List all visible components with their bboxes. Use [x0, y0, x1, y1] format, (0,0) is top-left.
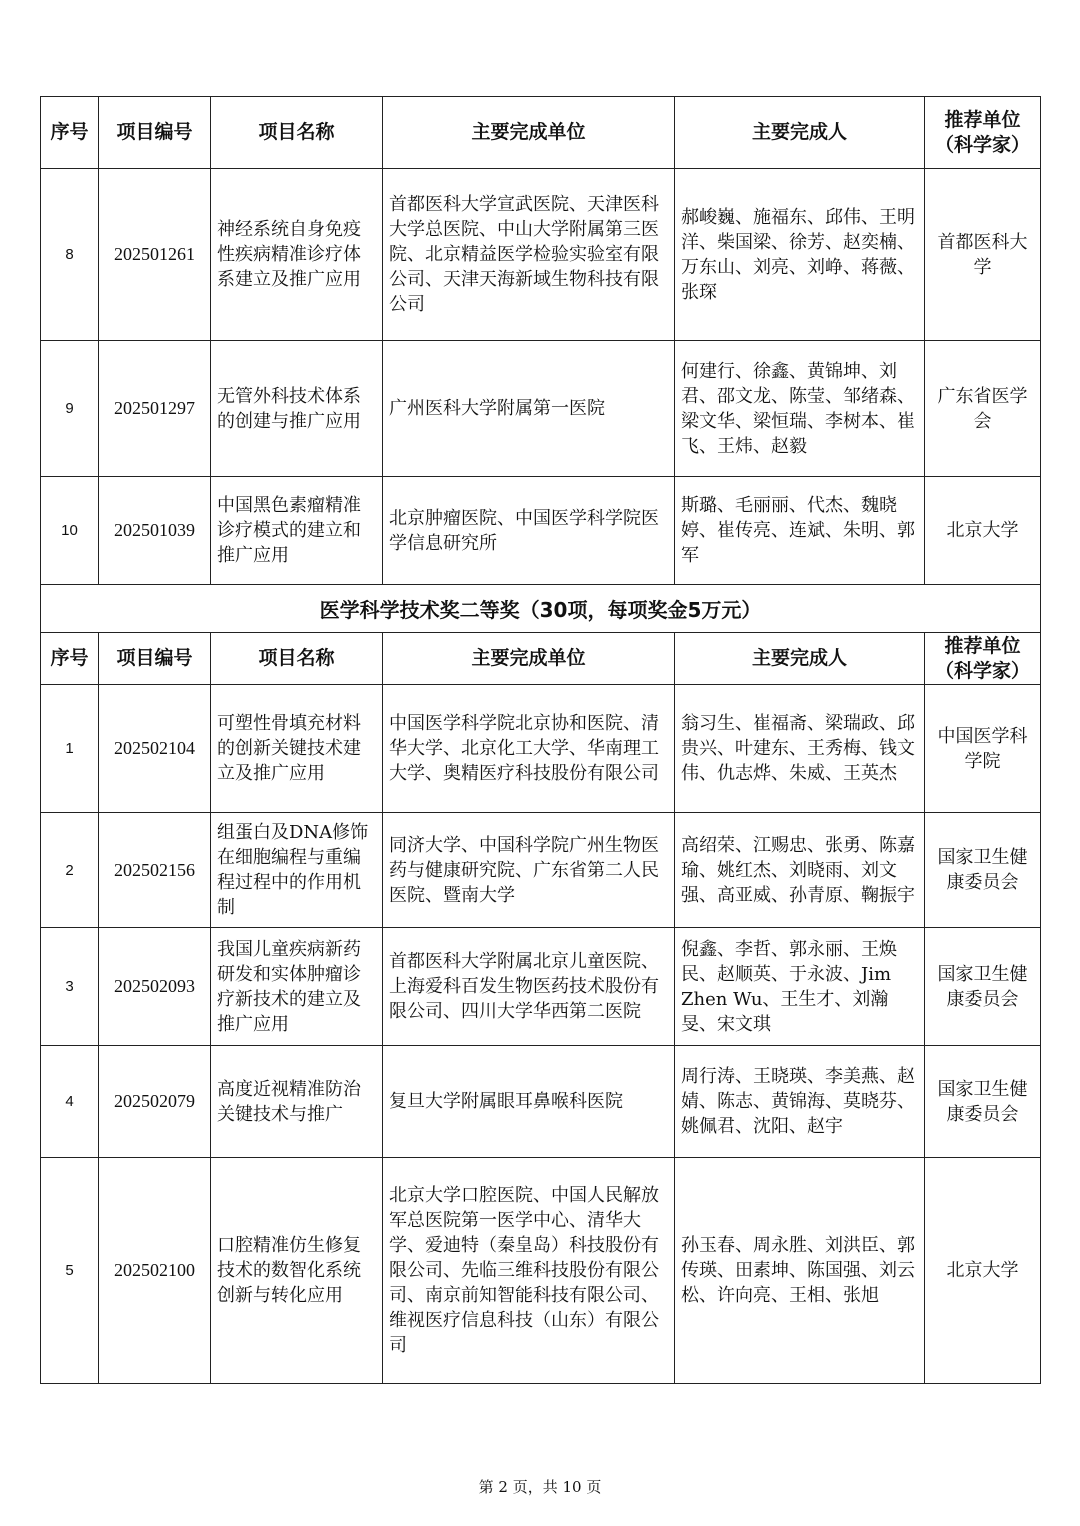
row-units: 首都医科大学附属北京儿童医院、上海爱科百发生物医药技术股份有限公司、四川大学华西第二医院 — [383, 928, 675, 1046]
row-recommender: 北京大学 — [925, 1158, 1041, 1384]
row-code: 202502100 — [99, 1158, 211, 1384]
table-row — [41, 169, 1041, 341]
row-people: 翁习生、崔福斋、梁瑞政、邱贵兴、叶建东、王秀梅、钱文伟、仇志烨、朱威、王英杰 — [675, 685, 925, 813]
page-footer: 第 2 页，共 10 页 — [478, 1478, 602, 1496]
row-units: 首都医科大学宣武医院、天津医科大学总医院、中山大学附属第三医院、北京精益医学检验实验室有限公司、天津天海新域生物科技有限公司 — [383, 169, 675, 341]
row-people: 周行涛、王晓瑛、李美燕、赵婧、陈志、黄锦海、莫晓芬、姚佩君、沈阳、赵宇 — [675, 1046, 925, 1158]
row-code: 202501297 — [99, 341, 211, 477]
header-row — [41, 97, 1041, 169]
row-index: 4 — [41, 1046, 99, 1158]
row-index: 8 — [41, 169, 99, 341]
row-recommender: 国家卫生健康委员会 — [925, 813, 1041, 928]
header-units: 主要完成单位 — [383, 633, 675, 685]
row-units: 北京肿瘤医院、中国医学科学院医学信息研究所 — [383, 477, 675, 585]
row-name: 口腔精准仿生修复技术的数智化系统创新与转化应用 — [211, 1158, 383, 1384]
row-index: 1 — [41, 685, 99, 813]
header-people: 主要完成人 — [675, 97, 925, 169]
row-units: 中国医学科学院北京协和医院、清华大学、北京化工大学、华南理工大学、奥精医疗科技股份有限公司 — [383, 685, 675, 813]
row-name: 无管外科技术体系的创建与推广应用 — [211, 341, 383, 477]
row-recommender: 北京大学 — [925, 477, 1041, 585]
table-row — [41, 1046, 1041, 1158]
row-name: 中国黑色素瘤精准诊疗模式的建立和推广应用 — [211, 477, 383, 585]
row-people: 何建行、徐鑫、黄锦坤、刘君、邵文龙、陈莹、邹绪森、梁文华、梁恒瑞、李树本、崔飞、王炜、赵毅 — [675, 341, 925, 477]
table-row — [41, 813, 1041, 928]
header-units: 主要完成单位 — [383, 97, 675, 169]
header-recommender: 推荐单位（科学家） — [925, 633, 1041, 685]
row-units: 复旦大学附属眼耳鼻喉科医院 — [383, 1046, 675, 1158]
row-index: 10 — [41, 477, 99, 585]
row-recommender: 国家卫生健康委员会 — [925, 928, 1041, 1046]
row-people: 倪鑫、李哲、郭永丽、王焕民、赵顺英、于永波、Jim Zhen Wu、王生才、刘瀚旻、宋文琪 — [675, 928, 925, 1046]
table-row — [41, 1158, 1041, 1384]
row-units: 同济大学、中国科学院广州生物医药与健康研究院、广东省第二人民医院、暨南大学 — [383, 813, 675, 928]
row-recommender: 广东省医学会 — [925, 341, 1041, 477]
header-name: 项目名称 — [211, 97, 383, 169]
header-people: 主要完成人 — [675, 633, 925, 685]
row-units: 广州医科大学附属第一医院 — [383, 341, 675, 477]
header-index: 序号 — [41, 97, 99, 169]
header-code: 项目编号 — [99, 633, 211, 685]
row-people: 斯璐、毛丽丽、代杰、魏晓婷、崔传亮、连斌、朱明、郭军 — [675, 477, 925, 585]
row-index: 3 — [41, 928, 99, 1046]
awards-table — [40, 96, 1041, 1384]
section-title: 医学科学技术奖二等奖（30项，每项奖金5万元） — [41, 585, 1041, 633]
row-name: 可塑性骨填充材料的创新关键技术建立及推广应用 — [211, 685, 383, 813]
table-row — [41, 477, 1041, 585]
row-index: 9 — [41, 341, 99, 477]
row-people: 孙玉春、周永胜、刘洪臣、郭传瑛、田素坤、陈国强、刘云松、许向亮、王相、张旭 — [675, 1158, 925, 1384]
row-name: 我国儿童疾病新药研发和实体肿瘤诊疗新技术的建立及推广应用 — [211, 928, 383, 1046]
row-recommender: 国家卫生健康委员会 — [925, 1046, 1041, 1158]
header-row — [41, 633, 1041, 685]
header-name: 项目名称 — [211, 633, 383, 685]
row-code: 202501261 — [99, 169, 211, 341]
row-name: 神经系统自身免疫性疾病精准诊疗体系建立及推广应用 — [211, 169, 383, 341]
row-recommender: 首都医科大学 — [925, 169, 1041, 341]
table-row — [41, 928, 1041, 1046]
row-people: 高绍荣、江赐忠、张勇、陈嘉瑜、姚红杰、刘晓雨、刘文强、高亚威、孙青原、鞠振宇 — [675, 813, 925, 928]
row-code: 202501039 — [99, 477, 211, 585]
section-row — [41, 585, 1041, 633]
row-recommender: 中国医学科学院 — [925, 685, 1041, 813]
row-code: 202502156 — [99, 813, 211, 928]
row-units: 北京大学口腔医院、中国人民解放军总医院第一医学中心、清华大学、爱迪特（秦皇岛）科技股份有限公司、先临三维科技股份有限公司、南京前知智能科技有限公司、维视医疗信息科技（山东）有限公司 — [383, 1158, 675, 1384]
row-name: 组蛋白及DNA修饰在细胞编程与重编程过程中的作用机制 — [211, 813, 383, 928]
row-name: 高度近视精准防治关键技术与推广 — [211, 1046, 383, 1158]
table-row — [41, 341, 1041, 477]
row-code: 202502079 — [99, 1046, 211, 1158]
row-code: 202502093 — [99, 928, 211, 1046]
header-code: 项目编号 — [99, 97, 211, 169]
row-code: 202502104 — [99, 685, 211, 813]
row-people: 郝峻巍、施福东、邱伟、王明洋、柴国梁、徐芳、赵奕楠、万东山、刘亮、刘峥、蒋薇、张琛 — [675, 169, 925, 341]
header-index: 序号 — [41, 633, 99, 685]
table-row — [41, 685, 1041, 813]
row-index: 5 — [41, 1158, 99, 1384]
header-recommender: 推荐单位（科学家） — [925, 97, 1041, 169]
row-index: 2 — [41, 813, 99, 928]
